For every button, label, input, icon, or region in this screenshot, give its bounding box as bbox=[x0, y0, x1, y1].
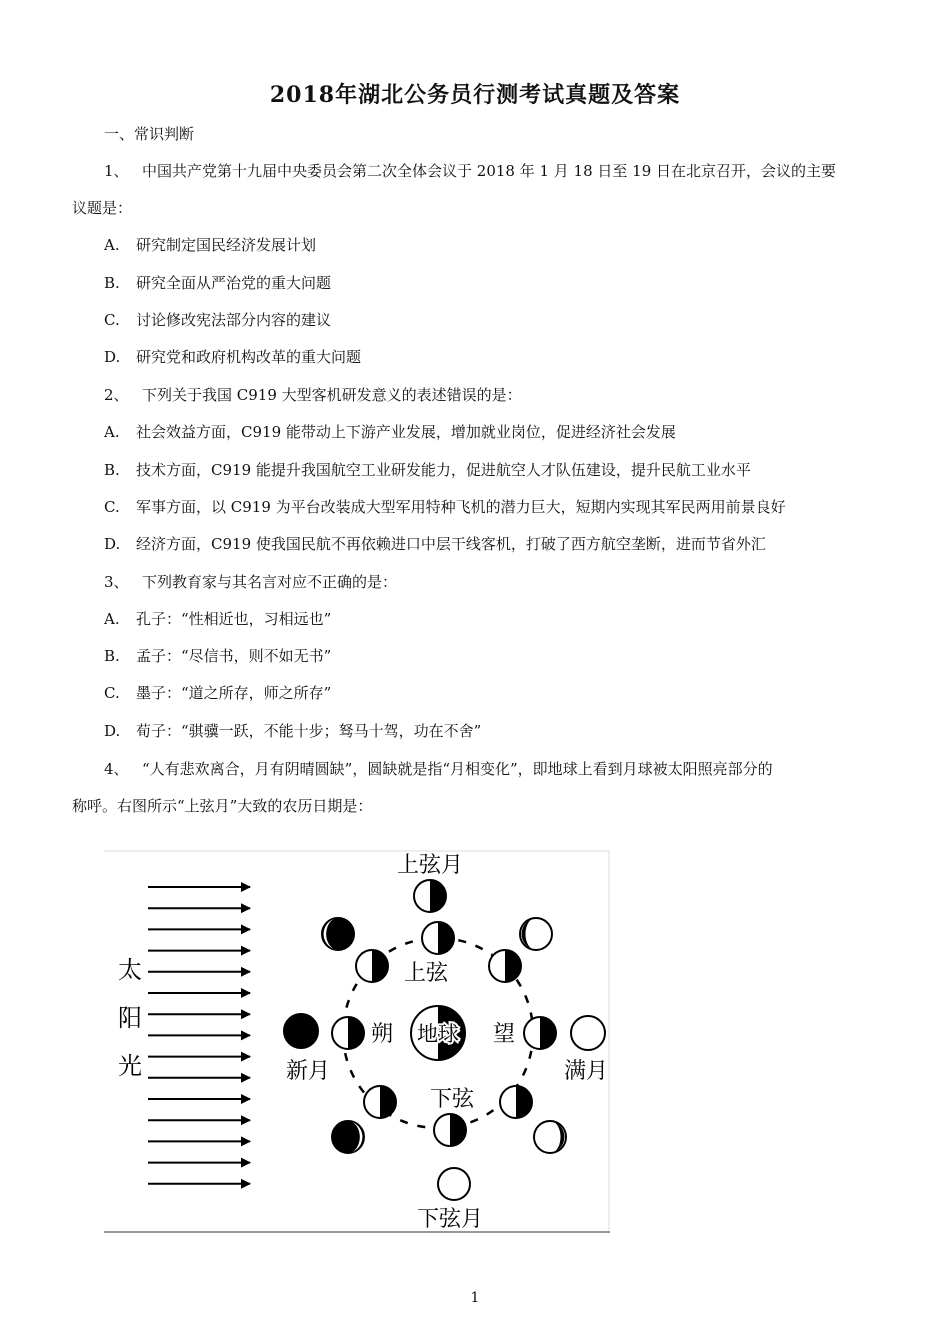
orbit-moon-bottom-right bbox=[500, 1086, 532, 1118]
phase-label-new-moon: 新月 bbox=[285, 1059, 331, 1084]
option-text: 孟子：“尽信书，则不如无书” bbox=[136, 647, 332, 665]
orbit-label-bottom: 下弦 bbox=[429, 1087, 475, 1112]
phase-waxing-gibbous-icon bbox=[520, 918, 552, 950]
question-3-option-c bbox=[104, 683, 331, 703]
question-4-line-2: 称呼。右图所示“上弦月”大致的农历日期是： bbox=[72, 797, 373, 815]
option-letter: B. bbox=[104, 274, 120, 292]
question-text: “人有悲欢离合，月有阴晴圆缺”，圆缺就是指“月相变化”，即地球上看到月球被太阳照亮部分的 bbox=[142, 760, 773, 778]
option-letter: C. bbox=[104, 684, 120, 702]
sunlight-label-3: 光 bbox=[118, 1052, 142, 1080]
question-1-option-c bbox=[104, 310, 331, 330]
phase-full-moon-icon bbox=[571, 1016, 605, 1050]
sunlight-label-1: 太 bbox=[118, 956, 142, 984]
question-number: 3、 bbox=[104, 573, 129, 591]
orbit-moon-top bbox=[422, 922, 454, 954]
option-text: 技术方面，C919 能提升我国航空工业研发能力，促进航空人才队伍建设，提升民航工业水平 bbox=[136, 461, 751, 479]
option-letter: A. bbox=[104, 610, 120, 628]
question-1-option-a bbox=[104, 235, 316, 255]
sunlight-arrows bbox=[148, 887, 250, 1184]
question-number: 2、 bbox=[104, 386, 129, 404]
moon-phase-diagram bbox=[104, 850, 610, 1234]
question-1-line-2: 议题是： bbox=[72, 199, 133, 217]
question-4-line-1 bbox=[104, 759, 773, 779]
option-letter: C. bbox=[104, 498, 120, 516]
page-number: 1 bbox=[470, 1290, 480, 1306]
question-2-option-d bbox=[104, 534, 766, 554]
phase-waning-crescent-icon bbox=[332, 1121, 364, 1153]
question-number: 1、 bbox=[104, 162, 129, 180]
option-letter: B. bbox=[104, 647, 120, 665]
option-letter: D. bbox=[104, 535, 121, 553]
question-2-option-c bbox=[104, 497, 786, 517]
question-2-option-a bbox=[104, 422, 676, 442]
phase-label-last-quarter: 下弦月 bbox=[416, 1207, 484, 1232]
phase-waxing-crescent-icon bbox=[322, 918, 354, 950]
phase-waning-gibbous-icon bbox=[534, 1121, 566, 1153]
option-text: 研究党和政府机构改革的重大问题 bbox=[136, 348, 362, 366]
phase-new-moon-icon bbox=[284, 1014, 318, 1048]
question-1-option-d bbox=[104, 347, 361, 367]
option-text: 经济方面，C919 使我国民航不再依赖进口中层干线客机，打破了西方航空垄断，进而节省外汇 bbox=[136, 535, 766, 553]
option-text: 荀子：“骐骥一跃，不能十步；驽马十驾，功在不舍” bbox=[136, 722, 482, 740]
orbit-label-left: 朔 bbox=[370, 1022, 394, 1047]
earth-label: 地球 bbox=[417, 1022, 459, 1046]
option-text: 社会效益方面，C919 能带动上下游产业发展，增加就业岗位，促进经济社会发展 bbox=[136, 423, 676, 441]
option-letter: A. bbox=[104, 423, 120, 441]
option-letter: A. bbox=[104, 236, 120, 254]
option-letter: B. bbox=[104, 461, 120, 479]
question-number: 4、 bbox=[104, 760, 129, 778]
question-1-line-1 bbox=[104, 161, 836, 181]
orbit-label-right: 望 bbox=[492, 1022, 516, 1047]
section-heading: 一、常识判断 bbox=[104, 125, 195, 143]
document-title: 2018年湖北公务员行测考试真题及答案 bbox=[269, 82, 681, 108]
question-3-option-d bbox=[104, 721, 481, 741]
phase-label-first-quarter: 上弦月 bbox=[396, 853, 464, 878]
question-2-line-1 bbox=[104, 385, 522, 405]
option-text: 讨论修改宪法部分内容的建议 bbox=[136, 311, 332, 329]
orbit-moon-right bbox=[524, 1017, 556, 1049]
question-3-option-a bbox=[104, 609, 331, 629]
option-text: 研究制定国民经济发展计划 bbox=[136, 236, 317, 254]
option-letter: C. bbox=[104, 311, 120, 329]
question-1-option-b bbox=[104, 273, 331, 293]
option-text: 军事方面，以 C919 为平台改装成大型军用特种飞机的潜力巨大，短期内实现其军民两用前景良好 bbox=[136, 498, 786, 516]
option-text: 墨子：“道之所存，师之所存” bbox=[136, 684, 332, 702]
option-letter: D. bbox=[104, 722, 121, 740]
orbit-moon-top-right bbox=[489, 950, 521, 982]
phase-first-quarter-icon bbox=[414, 880, 446, 912]
question-2-option-b bbox=[104, 460, 751, 480]
option-letter: D. bbox=[104, 348, 121, 366]
option-text: 孔子：“性相近也，习相远也” bbox=[136, 610, 332, 628]
moon-phase-svg bbox=[104, 850, 610, 1234]
earth bbox=[411, 1006, 465, 1060]
sunlight-label-2: 阳 bbox=[118, 1004, 142, 1032]
orbit-label-top: 上弦 bbox=[403, 961, 449, 986]
phase-last-quarter-icon bbox=[438, 1168, 470, 1200]
phase-label-full-moon: 满月 bbox=[563, 1059, 609, 1084]
question-text: 下列关于我国 C919 大型客机研发意义的表述错误的是： bbox=[142, 386, 522, 404]
orbit-moon-bottom-left bbox=[364, 1086, 396, 1118]
orbit-moon-top-left bbox=[356, 950, 388, 982]
orbit-moon-left bbox=[332, 1017, 364, 1049]
question-text: 下列教育家与其名言对应不正确的是： bbox=[142, 573, 398, 591]
option-text: 研究全面从严治党的重大问题 bbox=[136, 274, 332, 292]
question-text: 中国共产党第十九届中央委员会第二次全体会议于 2018 年 1 月 18 日至 19 日在北京召开，会议的主要 bbox=[142, 162, 837, 180]
question-3-line-1 bbox=[104, 572, 397, 592]
question-3-option-b bbox=[104, 646, 331, 666]
orbit-moon-bottom bbox=[434, 1114, 466, 1146]
